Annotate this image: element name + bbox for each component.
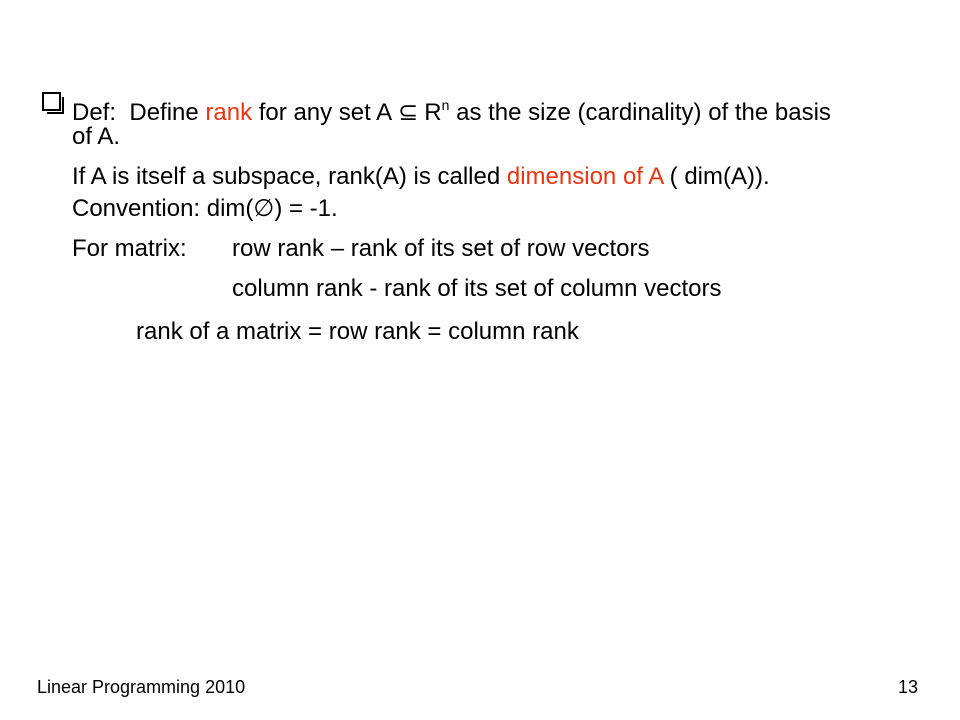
real-space-symbol: R — [424, 99, 442, 126]
def-text-2: for any set A — [258, 99, 393, 126]
square-bullet-icon — [42, 92, 61, 111]
subspace-text-2: ( dim(A)). — [669, 163, 770, 190]
def-text-3: as the size (cardinality) of the basis — [456, 99, 831, 126]
definition-continuation: of A. — [72, 123, 121, 150]
definition-line — [72, 91, 831, 127]
subspace-line — [72, 163, 770, 191]
convention-line — [72, 195, 338, 223]
convention-text-1: Convention: dim( — [72, 195, 254, 222]
empty-set-symbol: ∅ — [253, 195, 275, 222]
row-rank-line: row rank – rank of its set of row vectors — [232, 235, 650, 262]
dimension-superscript: n — [441, 97, 450, 113]
slide-number: 13 — [898, 677, 919, 697]
footer-course-title: Linear Programming 2010 — [37, 677, 246, 697]
def-label: Def: — [72, 99, 117, 126]
matrix-label: For matrix: — [72, 235, 187, 262]
column-rank-line: column rank - rank of its set of column vectors — [232, 275, 722, 302]
rank-equality-line: rank of a matrix = row rank = column rank — [136, 318, 579, 345]
subset-symbol: ⊆ — [398, 99, 419, 126]
rank-term: rank — [205, 99, 253, 126]
dimension-term: dimension of A — [506, 163, 663, 190]
def-text-1: Define — [129, 99, 199, 126]
subspace-text-1: If A is itself a subspace, rank(A) is called — [72, 163, 501, 190]
convention-text-2: ) = -1. — [274, 195, 338, 222]
